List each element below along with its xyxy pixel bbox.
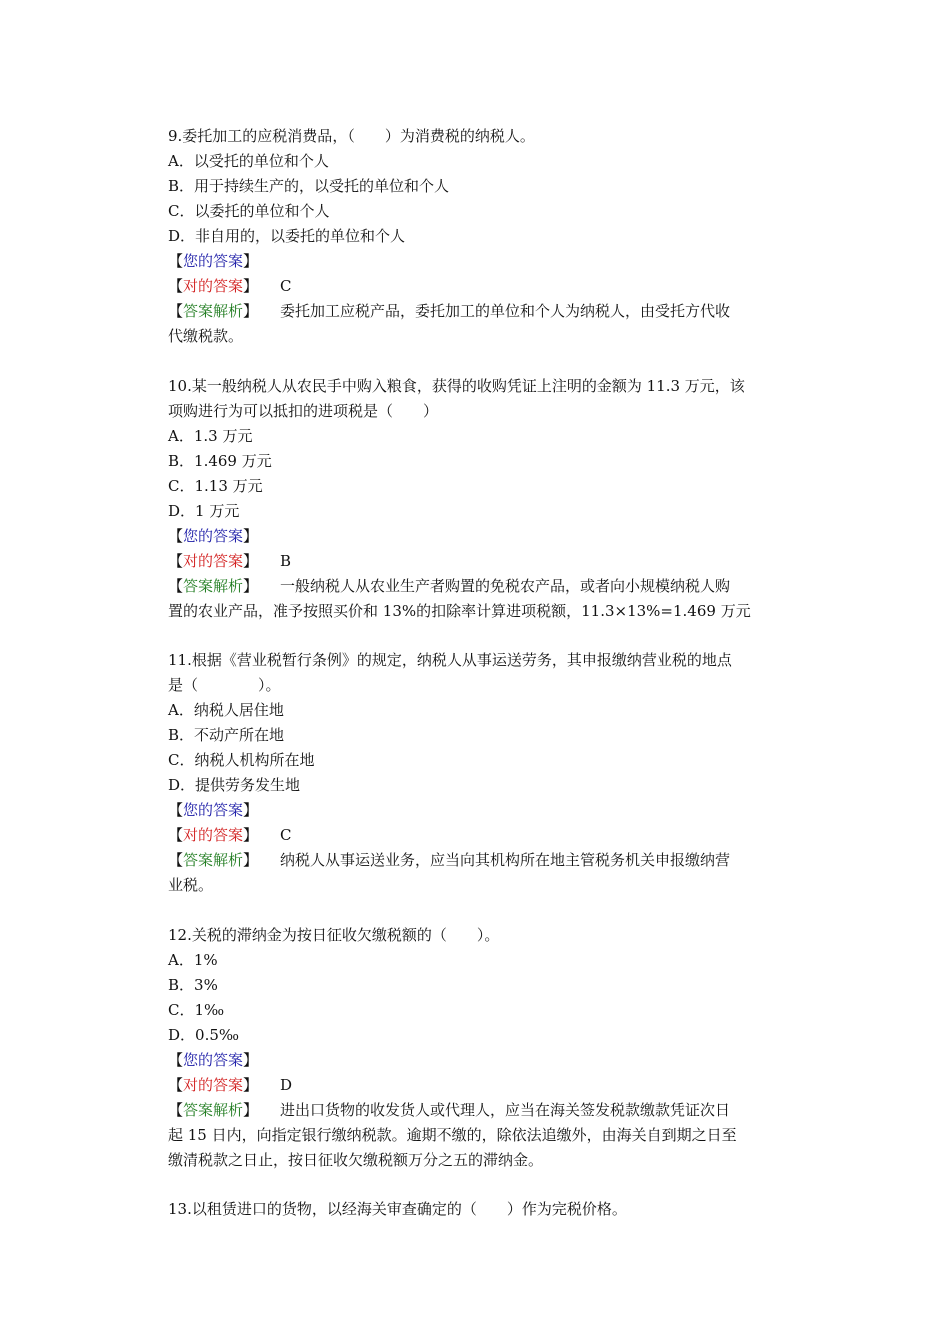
answer-analysis-label: 答案解析	[183, 1100, 244, 1119]
answer-option: A．纳税人居住地	[168, 701, 284, 719]
question-stem: 13.以租赁进口的货物，以经海关审查确定的（ ）作为完税价格。	[168, 1200, 627, 1218]
question-stem: 10.某一般纳税人从农民手中购入粮食，获得的收购凭证上注明的金额为 11.3 万元，该	[168, 376, 745, 395]
bracket-right: 】	[243, 302, 259, 320]
your-answer	[168, 1048, 808, 1073]
your-answer	[168, 249, 808, 274]
question-stem: 11.根据《营业税暂行条例》的规定，纳税人从事运送劳务，其申报缴纳营业税的地点	[168, 651, 732, 669]
analysis-text-line: 起 15 日内，向指定银行缴纳税款。逾期不缴的，除依法追缴外，由海关自到期之日至	[168, 1125, 737, 1144]
correct-answer-label: 对的答案	[183, 551, 244, 570]
bracket-left: 【	[168, 1050, 184, 1069]
analysis-text: 纳税人从事运送业务，应当向其机构所在地主管税务机关申报缴纳营	[280, 851, 731, 869]
correct-answer-value: C	[280, 826, 292, 844]
answer-analysis-label: 答案解析	[183, 576, 244, 595]
correct-answer-label: 对的答案	[183, 277, 244, 295]
bracket-right: 】	[243, 576, 259, 595]
correct-answer-value: D	[280, 1075, 293, 1094]
answer-option: C．1‰	[168, 1000, 225, 1019]
question-stem: 12.关税的滞纳金为按日征收欠缴税额的（ ）。	[168, 925, 500, 944]
answer-option: D．提供劳务发生地	[168, 776, 301, 794]
correct-answer	[168, 274, 808, 299]
correct-answer	[168, 1073, 808, 1098]
your-answer	[168, 798, 808, 823]
analysis-text: 委托加工应税产品，委托加工的单位和个人为纳税人，由受托方代收	[280, 302, 731, 320]
bracket-left: 【	[168, 526, 184, 545]
bracket-left: 【	[168, 252, 184, 270]
document-page	[168, 124, 808, 1247]
question-block	[168, 923, 808, 1173]
answer-option: A．1.3 万元	[168, 426, 253, 445]
answer-analysis	[168, 299, 808, 324]
bracket-left: 【	[168, 551, 184, 570]
question-block	[168, 1197, 808, 1222]
question-block	[168, 648, 808, 898]
answer-option: D．0.5‰	[168, 1025, 240, 1044]
bracket-right: 】	[243, 801, 259, 819]
your-answer	[168, 524, 808, 549]
your-answer-label: 您的答案	[183, 526, 244, 545]
answer-analysis	[168, 1098, 808, 1123]
question-stem: 项购进行为可以抵扣的进项税是（ ）	[168, 401, 439, 420]
bracket-right: 】	[243, 526, 259, 545]
bracket-right: 】	[243, 851, 259, 869]
answer-option: B．3%	[168, 975, 218, 994]
answer-analysis-label: 答案解析	[183, 851, 244, 869]
analysis-text-line: 业税。	[168, 876, 214, 894]
question-block	[168, 124, 808, 349]
your-answer-label: 您的答案	[183, 252, 244, 270]
bracket-left: 【	[168, 851, 184, 869]
answer-option: A．1%	[168, 950, 218, 969]
analysis-text: 进出口货物的收发货人或代理人，应当在海关签发税款缴款凭证次日	[280, 1100, 731, 1119]
answer-analysis	[168, 574, 808, 599]
answer-option: D．1 万元	[168, 501, 240, 520]
bracket-left: 【	[168, 826, 184, 844]
answer-option: C．纳税人机构所在地	[168, 751, 315, 769]
your-answer-label: 您的答案	[183, 801, 244, 819]
answer-option: C．1.13 万元	[168, 476, 263, 495]
bracket-left: 【	[168, 1100, 184, 1119]
question-block	[168, 374, 808, 624]
bracket-right: 】	[243, 551, 259, 570]
question-stem: 是（ ）。	[168, 676, 281, 694]
your-answer-label: 您的答案	[183, 1050, 244, 1069]
bracket-left: 【	[168, 576, 184, 595]
analysis-text: 一般纳税人从农业生产者购置的免税农产品，或者向小规模纳税人购	[280, 576, 731, 595]
bracket-left: 【	[168, 277, 184, 295]
analysis-text-line: 代缴税款。	[168, 327, 244, 345]
bracket-right: 】	[243, 1075, 259, 1094]
bracket-right: 】	[243, 1100, 259, 1119]
analysis-text-line: 置的农业产品，准予按照买价和 13%的扣除率计算进项税额，11.3×13%=1.469 万元	[168, 601, 751, 620]
answer-option: B．用于持续生产的，以受托的单位和个人	[168, 177, 450, 195]
correct-answer-value: C	[280, 277, 292, 295]
correct-answer	[168, 823, 808, 848]
answer-analysis-label: 答案解析	[183, 302, 244, 320]
bracket-right: 】	[243, 277, 259, 295]
answer-option: B．1.469 万元	[168, 451, 272, 470]
correct-answer	[168, 549, 808, 574]
bracket-left: 【	[168, 1075, 184, 1094]
bracket-right: 】	[243, 252, 259, 270]
question-stem: 9.委托加工的应税消费品，（ ）为消费税的纳税人。	[168, 127, 535, 145]
bracket-right: 】	[243, 1050, 259, 1069]
answer-option: C．以委托的单位和个人	[168, 202, 330, 220]
correct-answer-label: 对的答案	[183, 1075, 244, 1094]
bracket-left: 【	[168, 302, 184, 320]
bracket-left: 【	[168, 801, 184, 819]
answer-option: D．非自用的，以委托的单位和个人	[168, 227, 406, 245]
bracket-right: 】	[243, 826, 259, 844]
answer-option: A．以受托的单位和个人	[168, 152, 329, 170]
answer-option: B．不动产所在地	[168, 726, 285, 744]
analysis-text-line: 缴清税款之日止，按日征收欠缴税额万分之五的滞纳金。	[168, 1150, 544, 1169]
correct-answer-label: 对的答案	[183, 826, 244, 844]
correct-answer-value: B	[280, 551, 292, 570]
answer-analysis	[168, 848, 808, 873]
